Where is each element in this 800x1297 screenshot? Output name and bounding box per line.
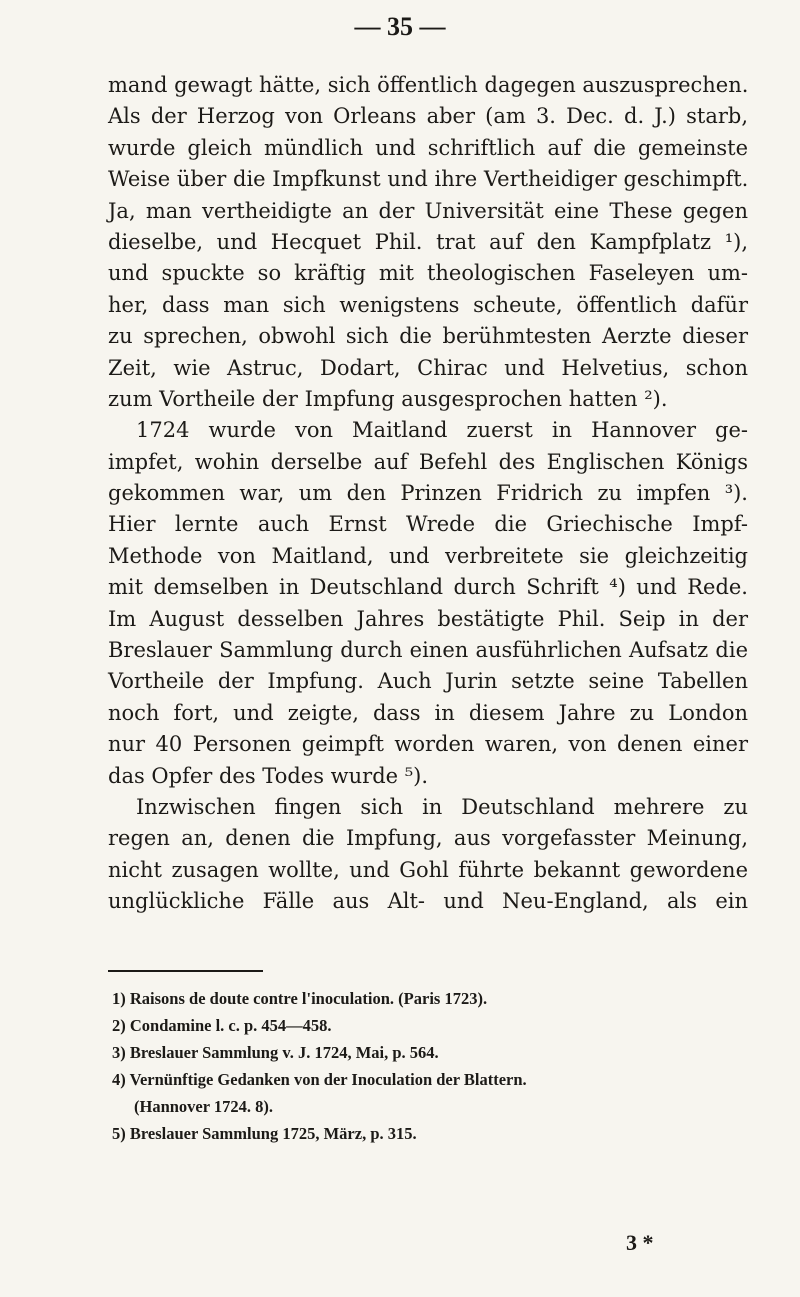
text-line: zum Vortheile der Impfung ausgesprochen hatten ²). <box>108 386 668 411</box>
footnote-line: 3) Breslauer Sammlung v. J. 1724, Mai, p. 564. <box>112 1043 439 1062</box>
signature-mark: 3 * <box>626 1230 654 1255</box>
footnote-line: (Hannover 1724. 8). <box>134 1097 274 1116</box>
page-number: — 35 — <box>354 12 446 41</box>
footnote-line: 4) Vernünftige Gedanken von der Inoculation der Blattern. <box>112 1070 527 1089</box>
text-line: zu sprechen, obwohl sich die berühmtesten Aerzte dieser <box>108 324 748 349</box>
text-line: das Opfer des Todes wurde ⁵). <box>108 763 429 788</box>
footnote-line: 5) Breslauer Sammlung 1725, März, p. 315. <box>112 1124 417 1143</box>
text-line: 1724 wurde von Maitland zuerst in Hannover ge- <box>136 418 748 443</box>
text-line: und spuckte so kräftig mit theologischen Faseleyen um- <box>108 261 748 286</box>
footnote-line: 2) Condamine l. c. p. 454—458. <box>112 1016 332 1035</box>
text-line: Im August desselben Jahres bestätigte Phil. Seip in der <box>108 606 748 631</box>
text-line: Hier lernte auch Ernst Wrede die Griechische Impf- <box>108 512 748 537</box>
text-line: mand gewagt hätte, sich öffentlich dagegen auszusprechen. <box>108 73 749 97</box>
text-line: impfet, wohin derselbe auf Befehl des Englischen Königs <box>108 449 748 474</box>
text-line: wurde gleich mündlich und schriftlich auf die gemeinste <box>108 135 748 160</box>
text-line: Breslauer Sammlung durch einen ausführlichen Aufsatz die <box>108 638 748 663</box>
footnote-line: 1) Raisons de doute contre l'inoculation. (Paris 1723). <box>112 989 488 1008</box>
text-line: Zeit, wie Astruc, Dodart, Chirac und Helvetius, schon <box>108 355 748 380</box>
text-line: nicht zusagen wollte, und Gohl führte bekannt gewordene <box>108 857 748 882</box>
text-line: nur 40 Personen geimpft worden waren, von denen einer <box>108 732 748 757</box>
footnote-rule <box>108 970 263 972</box>
footnotes <box>112 985 752 1147</box>
text-line: her, dass man sich wenigstens scheute, öffentlich dafür <box>108 292 748 317</box>
main-text <box>108 70 748 918</box>
text-line: gekommen war, um den Prinzen Fridrich zu impfen ³). <box>108 481 748 506</box>
text-line: regen an, denen die Impfung, aus vorgefasster Meinung, <box>108 826 748 851</box>
text-line: Als der Herzog von Orleans aber (am 3. Dec. d. J.) starb, <box>108 104 748 129</box>
text-line: Ja, man vertheidigte an der Universität eine These gegen <box>108 198 748 223</box>
text-line: Inzwischen fingen sich in Deutschland mehrere zu <box>136 794 748 819</box>
text-line: Weise über die Impfkunst und ihre Vertheidiger geschimpft. <box>108 167 749 192</box>
text-line: dieselbe, und Hecquet Phil. trat auf den Kampfplatz ¹), <box>108 229 748 254</box>
text-line: noch fort, und zeigte, dass in diesem Jahre zu London <box>108 700 748 725</box>
text-line: Methode von Maitland, und verbreitete sie gleichzeitig <box>108 543 748 568</box>
text-line: mit demselben in Deutschland durch Schrift ⁴) und Rede. <box>108 575 748 600</box>
text-line: Vortheile der Impfung. Auch Jurin setzte seine Tabellen <box>108 669 748 694</box>
text-line: unglückliche Fälle aus Alt- und Neu-England, als ein <box>108 889 748 914</box>
